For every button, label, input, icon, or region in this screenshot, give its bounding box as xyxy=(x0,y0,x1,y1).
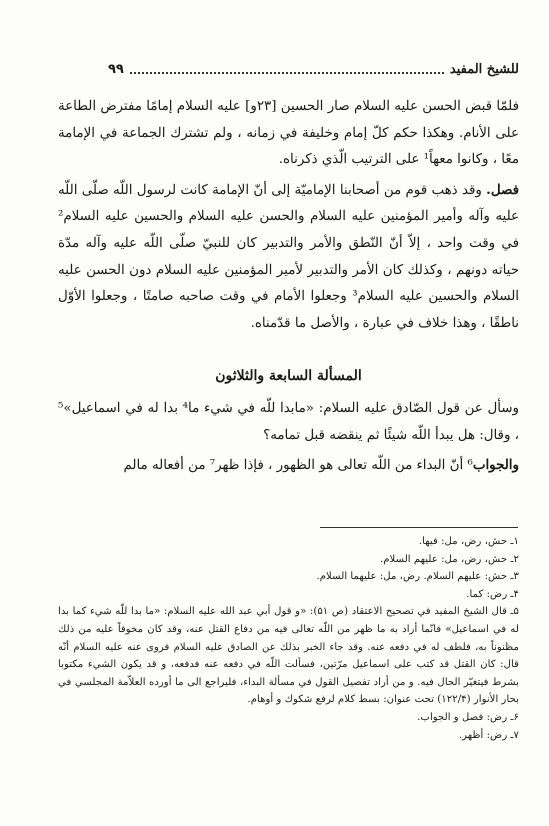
paragraph-answer xyxy=(58,452,519,480)
section-label: فصل. xyxy=(486,181,519,198)
footnote: ۷ـ رض: أظهر. xyxy=(458,729,519,741)
footnote: ۳ـ حش: عليهم السلام. رض، مل: عليهما السلام. xyxy=(316,571,519,583)
footnote: ۴ـ رض: كما. xyxy=(466,588,519,600)
page-number: ۹۹ xyxy=(108,61,124,77)
footnote: ۱ـ حش، رض، مل: فيها. xyxy=(418,536,519,547)
footnote-divider xyxy=(320,527,518,528)
paragraph: فلمّا قبض الحسن عليه السلام صار الحسين [۲۳و] عليه السلام إمامًا مفترض الطاعة على الأنام. وهكذا حكم كلّ إمام وخليفة في زمانه ، ولم تشترك الجماعة في الإمامة معًا ، وكانوا معهاً¹ على الترتيب الّذي ذكرناه. xyxy=(58,99,519,168)
footnote: ۶ـ رض: فصل و الجواب. xyxy=(417,711,519,723)
paragraph-fasl xyxy=(58,177,519,338)
section-heading: المسألة السابعة والثلاثون xyxy=(215,368,362,385)
page-header xyxy=(108,58,519,80)
footnotes xyxy=(58,533,519,744)
paragraph-question: وسأل عن قول الصّادق عليه السلام: «مابدا للّه في شيء ما⁴ بدا له في اسماعيل»⁵ ، وقال: هل يبدأ اللّه شيئًا ثم ينقضه قبل تمامه؟ xyxy=(58,400,519,443)
paragraph-text: ⁶ أنّ البداء من اللّه تعالى هو الظهور ، فإذا ظهر⁷ من أفعاله مالم xyxy=(123,458,473,474)
header-dotted-leader xyxy=(130,64,444,74)
main-text xyxy=(58,94,519,480)
footnote: ۵ـ قال الشيخ المفيد في تصحيح الاعتقاد (ص ۵۱): «و قول أبي عبد الله عليه السلام: «ما بدا للّه شيء كما بدا له في اسماعيل» فانّما أراد به ما ظهر من اللّه تعالى فيه من دفاع القتل عنه، وقد كان مخوفاً عليه من ذلك مظنوناً به، فلطف له في دفعه عنه. وقد جاء الخبر بذلك عن الصادق عليه السلام فروى عنه عليه السلام أنّه قال: كان القتل قد كتب على اسماعيل مرّتين، فسألت اللّه في دفعه عنه فدفعه، و قد يكون الشيء مكتوبا بشرط فيتغيّر الحال فيه. و من أراد تفصيل القول في مسألة البداء، فليراجع الى ما أورده العلاّمة المجلسي في بحار الأنوار (۱۲۲/۴) تحت عنوان: بسط كلام لرفع شكوك و أوهام. xyxy=(58,606,519,706)
running-title: للشيخ المفيد xyxy=(449,61,519,77)
answer-label: والجواب xyxy=(472,457,519,474)
footnote: ۲ـ حش، رض، مل: عليهم السلام. xyxy=(379,553,519,565)
paragraph-text: وقد ذهب قوم من أصحابنا الإماميّة إلى أنّ الإمامة كانت لرسول اللّه صلّى اللّه عليه وآله وأمير المؤمنين عليه السلام والحسن عليه السلام والحسين عليه السلام² في وقت واحد ، إلاّ أنّ النّطق والأمر والتدبير كان للنبيّ صلّى اللّه عليه وآله مدّة حياته دونهم ، وكذلك كان الأمر والتدبير لأمير المؤمنين عليه السلام دون الحسن عليه السلام والحسين عليه السلام³ وجعلوا الأمام في وقت صاحبه صامتًا ، وجعلوا الأوّل ناطقًا ، وهذا خلاف في عبارة ، والأصل ما قدّمناه. xyxy=(58,182,520,331)
